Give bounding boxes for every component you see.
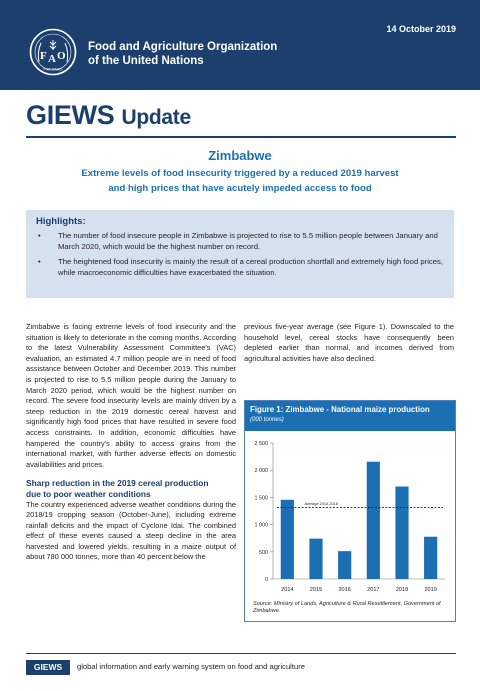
svg-text:A: A: [48, 53, 56, 65]
y-tick-label: 1 500: [254, 495, 268, 502]
section-heading-line1: Sharp reduction in the 2019 cereal production: [26, 478, 209, 489]
bar-2016: [338, 551, 351, 579]
footer-divider: [26, 653, 456, 654]
figure-title: Figure 1: Zimbabwe - National maize production: [250, 405, 430, 414]
x-tick-label: 2016: [338, 587, 351, 593]
bar-2014: [281, 500, 294, 579]
fao-logo-icon: [29, 28, 77, 76]
section-heading-line2: due to poor weather conditions: [26, 488, 151, 499]
section-heading: [26, 478, 236, 499]
y-tick-label: 0: [265, 577, 268, 583]
y-tick-label: 500: [259, 549, 268, 556]
body-paragraph-3: previous five-year average (see Figure 1). Downscaled to the household level, cereal stocks have consequently been depleted earlier than normal, and incomes derived from agricultural activities have also declined.: [244, 322, 454, 363]
body-paragraph-1: Zimbabwe is facing extreme levels of food insecurity and the situation is likely to deteriorate in the coming months. According to the latest Vulnerability Assessment Committee's (VAC) evaluation, an estimated 4.7 million people are in need of food assistance between October and December 2019. This number is projected to rise to 5.5 million people during the January to March 2020 period, which would be the highest number on record. The severe food insecurity levels are mainly driven by a steep reduction in the 2019 domestic cereal harvest and significantly high food prices that have resulted in severe food access constraints. In addition, economic difficulties have hampered the country's ability to access grains from the international market, with further adverse effects on domestic availabilities and prices.: [26, 322, 236, 469]
x-tick-label: 2014: [281, 587, 294, 593]
highlights-list: [36, 230, 444, 278]
footer-tag: GIEWS: [26, 660, 70, 675]
country-heading: Zimbabwe: [208, 148, 272, 163]
subtitle-line1: Extreme levels of food insecurity triggered by a reduced 2019 harvest: [81, 168, 399, 179]
y-tick-label: 2 000: [254, 468, 268, 475]
org-name-line2: of the United Nations: [88, 55, 204, 67]
bar-2017: [367, 462, 380, 579]
y-tick-label: 2 500: [254, 441, 268, 447]
report-series-title: [26, 100, 191, 131]
figure-header: [245, 401, 455, 431]
svg-text:F: F: [40, 50, 47, 62]
body-column-left: [26, 322, 236, 563]
bar-2018: [395, 487, 408, 579]
org-name-line1: Food and Agriculture Organization: [88, 41, 278, 53]
highlight-item: • The number of food insecure people in Zimbabwe is projected to rise to 5.5 million people between January and March 2020, which would be the highest number on record.: [36, 230, 444, 252]
x-tick-label: 2019: [424, 587, 437, 593]
x-tick-label: 2017: [367, 587, 380, 593]
figure-unit: (000 tonnes): [250, 417, 284, 423]
subtitle-line2: and high prices that have acutely impeded access to food: [108, 183, 372, 194]
x-tick-label: 2018: [395, 587, 409, 593]
logo-motto: FIAT PANIS: [43, 67, 63, 72]
publication-date: 14 October 2019: [386, 24, 456, 34]
report-subtitle: [40, 166, 440, 196]
y-tick-label: 1 000: [254, 522, 268, 529]
organization-name: [88, 40, 277, 68]
title-divider: [26, 136, 456, 138]
x-tick-label: 2015: [309, 587, 323, 593]
footer-text: global information and early warning system on food and agriculture: [77, 662, 305, 671]
maize-bar-chart: [245, 431, 455, 601]
figure-maize-production: [244, 400, 456, 622]
average-reference-label: Average 2014-2018: [304, 502, 338, 507]
series-suffix: Update: [121, 106, 191, 129]
highlights-title: Highlights:: [36, 216, 86, 227]
body-paragraph-2: The country experienced adverse weather conditions during the 2018/19 cropping season (October-June), including extreme rainfall deficits and the impact of Cyclone Idai. The combined effect of these events caused a steep decline in the area harvested and lowered yields, resulting in a maize output of about 780 000 tonnes, more than 40 percent below the: [26, 499, 236, 562]
body-column-right: [244, 322, 454, 364]
svg-text:O: O: [57, 50, 66, 62]
figure-source: Source: Ministry of Lands, Agriculture & Rural Resettlement, Government of Zimbabwe.: [253, 601, 441, 614]
highlights-box: [26, 210, 454, 298]
highlight-item: • The heightened food insecurity is mainly the result of a cereal production shortfall and extremely high food prices, while macroeconomic difficulties have exacerbated the situation.: [36, 256, 444, 278]
header-band: [0, 0, 480, 90]
series-word: GIEWS: [26, 100, 115, 130]
bar-2015: [309, 539, 322, 579]
bar-2019: [424, 537, 437, 579]
